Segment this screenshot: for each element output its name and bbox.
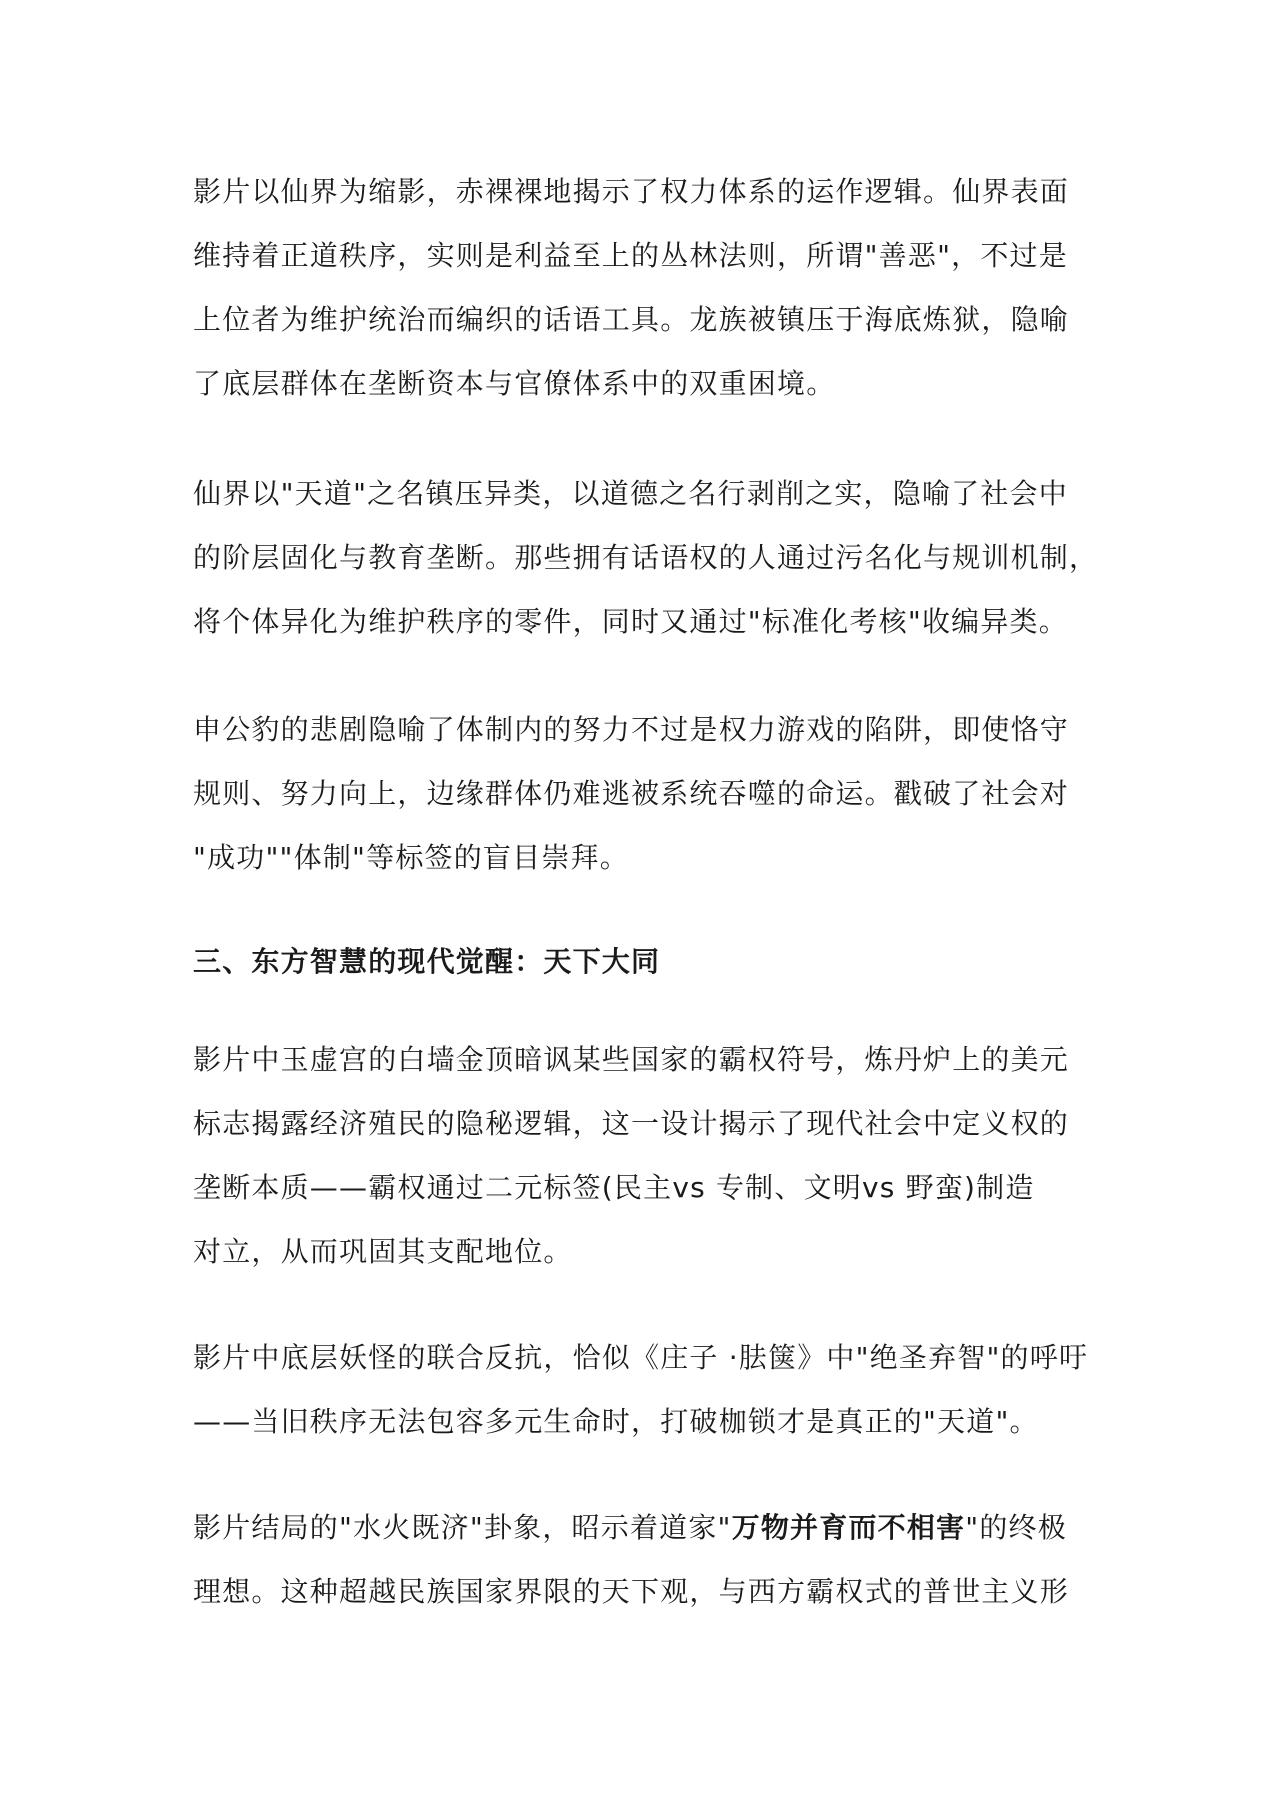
section-heading: 三、东方智慧的现代觉醒：天下大同 xyxy=(193,945,661,978)
paragraph-2-line-2: 的阶层固化与教育垄断。那些拥有话语权的人通过污名化与规训机制， xyxy=(193,541,1099,574)
paragraph-5-line-2: ——当旧秩序无法包容多元生命时，打破枷锁才是真正的"天道"。 xyxy=(193,1405,1039,1438)
paragraph-6-line-1 xyxy=(193,1508,1067,1548)
paragraph-4-line-2: 标志揭露经济殖民的隐秘逻辑，这一设计揭示了现代社会中定义权的 xyxy=(193,1107,1070,1140)
paragraph-5-line-1: 影片中底层妖怪的联合反抗，恰似《庄子 ·胠箧》中"绝圣弃智"的呼吁 xyxy=(193,1341,1089,1374)
paragraph-1-line-2: 维持着正道秩序，实则是利益至上的丛林法则，所谓"善恶"，不过是 xyxy=(193,239,1068,272)
paragraph-3-line-2: 规则、努力向上，边缘群体仍难逃被系统吞噬的命运。戳破了社会对 xyxy=(193,777,1070,810)
paragraph-1-line-4: 了底层群体在垄断资本与官僚体系中的双重困境。 xyxy=(193,367,836,400)
paragraph-6-line-1-end: "的终极 xyxy=(965,1511,1067,1544)
paragraph-1-line-3: 上位者为维护统治而编织的话语工具。龙族被镇压于海底炼狱，隐喻 xyxy=(193,303,1070,336)
paragraph-6-line-2: 理想。这种超越民族国家界限的天下观，与西方霸权式的普世主义形 xyxy=(193,1575,1070,1608)
paragraph-1-line-1: 影片以仙界为缩影，赤裸裸地揭示了权力体系的运作逻辑。仙界表面 xyxy=(193,175,1070,208)
paragraph-2-line-3: 将个体异化为维护秩序的零件，同时又通过"标准化考核"收编异类。 xyxy=(193,605,1068,638)
paragraph-6-emphasis: 万物并育而不相害 xyxy=(731,1511,966,1544)
paragraph-4-line-1: 影片中玉虚宫的白墙金顶暗讽某些国家的霸权符号，炼丹炉上的美元 xyxy=(193,1043,1070,1076)
paragraph-6-line-1-start: 影片结局的"水火既济"卦象，昭示着道家" xyxy=(193,1511,732,1544)
paragraph-4-line-3: 垄断本质——霸权通过二元标签(民主vs 专制、文明vs 野蛮)制造 xyxy=(193,1171,1035,1204)
paragraph-3-line-1: 申公豹的悲剧隐喻了体制内的努力不过是权力游戏的陷阱，即使恪守 xyxy=(193,713,1070,746)
paragraph-4-line-4: 对立，从而巩固其支配地位。 xyxy=(193,1235,573,1268)
paragraph-2-line-1: 仙界以"天道"之名镇压异类，以道德之名行剥削之实，隐喻了社会中 xyxy=(193,477,1068,510)
paragraph-3-line-3: "成功""体制"等标签的盲目崇拜。 xyxy=(193,841,629,874)
